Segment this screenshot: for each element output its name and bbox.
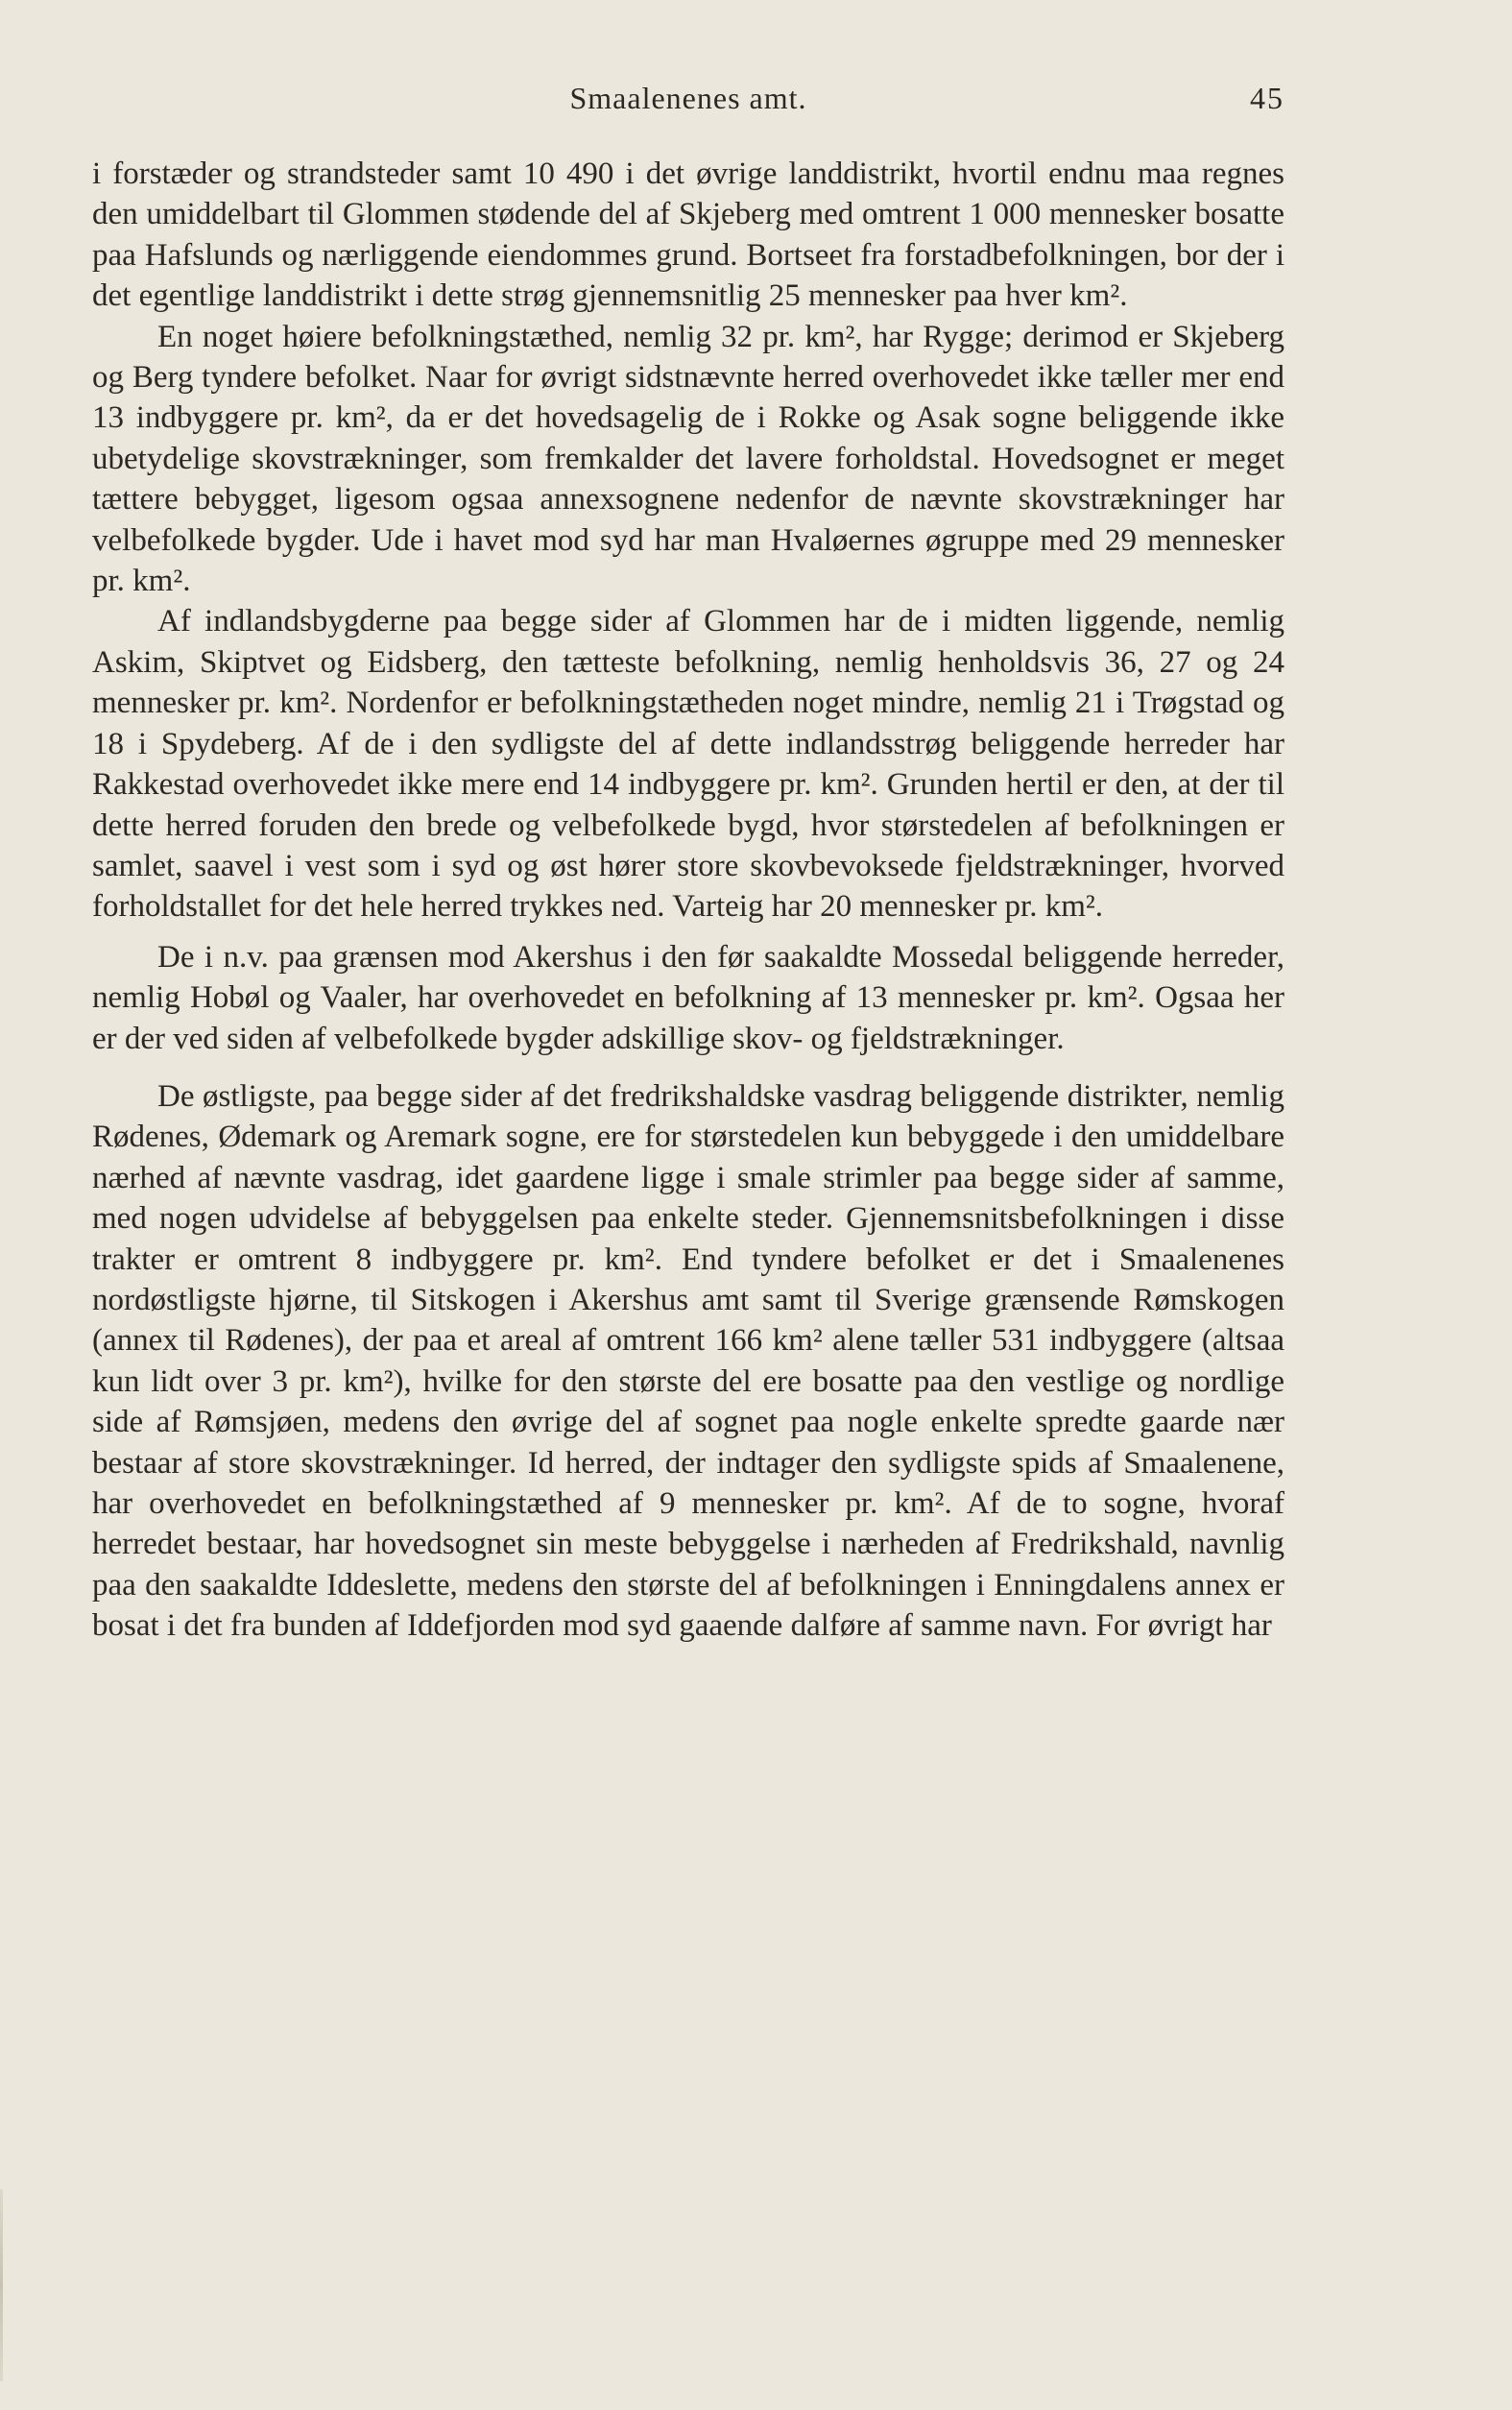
paragraph-5: De østligste, paa begge sider af det fredrikshaldske vasdrag beliggende distrikter, nemlig Rødenes, Ødemark og Aremark sogne, ere for størstedelen kun bebyggede i den umiddelbare nærhed af nævnte vasdrag, idet gaardene ligge i smale strimler paa begge sider af samme, med nogen udvidelse af bebyggelsen paa enkelte steder. Gjennemsnitsbefolkningen i disse trakter er omtrent 8 indbyggere pr. km². End tyndere befolket er det i Smaalenenes nordøstligste hjørne, til Sitskogen i Akershus amt samt til Sverige grænsende Rømskogen (annex til Rødenes), der paa et areal af omtrent 166 km² alene tæller 531 indbyggere (altsaa kun lidt over 3 pr. km²), hvilke for den største del ere bosatte paa den vestlige og nordlige side af Rømsjøen, medens den øvrige del af sognet paa nogle enkelte spredte gaarde nær bestaar af store skovstrækninger. Id herred, der indtager den sydligste spids af Smaalenene, har overhovedet en befolkningstæthed af 9 mennesker pr. km². Af de to sogne, hvoraf herredet bestaar, har hovedsognet sin meste bebyggelse i nærheden af Fredrikshald, navnlig paa den saakaldte Iddeslette, medens den største del af befolkningen i Enningdalens annex er bosat i det fra bunden af Iddefjorden mod syd gaaende dalføre af samme navn. For øvrigt har <box>92 1078 1284 1644</box>
page-number: 45 <box>1250 81 1284 115</box>
paragraph-1: i forstæder og strandsteder samt 10 490 i det øvrige landdistrikt, hvortil endnu maa regnes den umiddelbart til Glommen stødende del af Skjeberg med omtrent 1 000 mennesker bosatte paa Hafslunds og nærliggende eiendommes grund. Bortseet fra forstadbefolkningen, bor der i det egentlige landdistrikt i dette strøg gjennemsnitlig 25 mennesker paa hver km². <box>92 157 1284 314</box>
paragraph-3: Af indlandsbygderne paa begge sider af Glommen har de i midten liggende, nemlig Askim, Skiptvet og Eidsberg, den tætteste befolkning, nemlig henholdsvis 36, 27 og 24 mennesker pr. km². Nordenfor er befolkningstætheden noget mindre, nemlig 21 i Trøgstad og 18 i Spydeberg. Af de i den sydligste del af dette indlandsstrøg beliggende herreder har Rakkestad overhovedet ikke mere end 14 indbyggere pr. km². Grunden hertil er den, at der til dette herred foruden den brede og velbefolkede bygd, hvor størstedelen af befolkningen er samlet, saavel i vest som i syd og øst hører store skovbevoksede fjeldstrækninger, hvorved forholdstallet for det hele herred trykkes ned. Varteig har 20 mennesker pr. km². <box>92 604 1284 925</box>
body-text <box>92 154 1284 1647</box>
paragraph-4: De i n.v. paa grænsen mod Akershus i den før saakaldte Mossedal beliggende herreder, nemlig Hobøl og Vaaler, har overhovedet en befolkning af 13 mennesker pr. km². Ogsaa her er der ved siden af velbefolkede bygder adskillige skov- og fjeldstrækninger. <box>92 939 1284 1056</box>
running-header <box>92 77 1284 125</box>
header-title: Smaalenenes amt. <box>569 81 807 115</box>
paragraph-2: En noget høiere befolkningstæthed, nemlig 32 pr. km², har Rygge; derimod er Skjeberg og Berg tyndere befolket. Naar for øvrigt sidstnævnte herred overhovedet ikke tæller mer end 13 indbyggere pr. km², da er det hovedsagelig de i Rokke og Asak sogne beliggende ikke ubetydelige skovstrækninger, som fremkalder det lavere forholdstal. Hovedsognet er meget tættere bebygget, ligesom ogsaa annexsognene nedenfor de nævnte skovstrækninger har velbefolkede bygder. Ude i havet mod syd har man Hvaløernes øgruppe med 29 mennesker pr. km². <box>92 319 1284 599</box>
scan-edge-mark <box>0 2189 3 2381</box>
